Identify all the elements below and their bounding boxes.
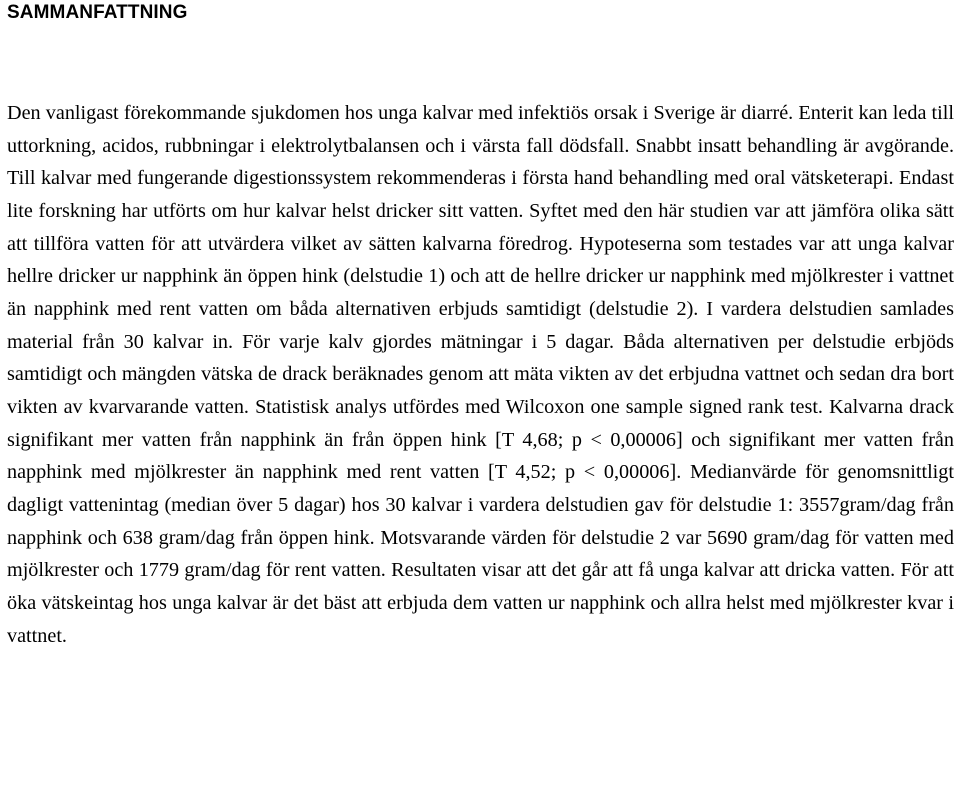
summary-paragraph: Den vanligast förekommande sjukdomen hos unga kalvar med infektiös orsak i Sverige är diarré. Enterit kan leda till uttorkning, acidos, rubbningar i elektrolytbalansen och i värsta fall dödsfall. Snabbt insatt behandling är avgörande. Till kalvar med fungerande digestionssystem rekommenderas i första hand behandling med oral vätsketerapi. Endast lite forskning har utförts om hur kalvar helst dricker sitt vatten. Syftet med den här studien var att jämföra olika sätt att tillföra vatten för att utvärdera vilket av sätten kalvarna föredrog. Hypoteserna som testades var att unga kalvar hellre dricker ur napphink än öppen hink (delstudie 1) och att de hellre dricker ur napphink med mjölkrester i vattnet än napphink med rent vatten om båda alternativen erbjuds samtidigt (delstudie 2). I vardera delstudien samlades material från 30 kalvar in. För varje kalv gjordes mätningar i 5 dagar. Båda alternativen per delstudie erbjöds samtidigt och mängden vätska de drack beräknades genom att mäta vikten av det erbjudna vattnet och sedan dra bort vikten av kvarvarande vatten. Statistisk analys utfördes med Wilcoxon one sample signed rank test. Kalvarna drack signifikant mer vatten från napphink än från öppen hink [T 4,68; p < 0,00006] och signifikant mer vatten från napphink med mjölkrester än napphink med rent vatten [T 4,52; p < 0,00006]. Medianvärde för genomsnittligt dagligt vattenintag (median över 5 dagar) hos 30 kalvar i vardera delstudien gav för delstudie 1: 3557gram/dag från napphink och 638 gram/dag från öppen hink. Motsvarande värden för delstudie 2 var 5690 gram/dag för vatten med mjölkrester och 1779 gram/dag för rent vatten. Resultaten visar att det går att få unga kalvar att dricka vatten. För att öka vätskeintag hos unga kalvar är det bäst att erbjuda dem vatten ur napphink och allra helst med mjölkrester kvar i vattnet. [7,102,954,647]
section-heading: SAMMANFATTNING [7,2,188,23]
